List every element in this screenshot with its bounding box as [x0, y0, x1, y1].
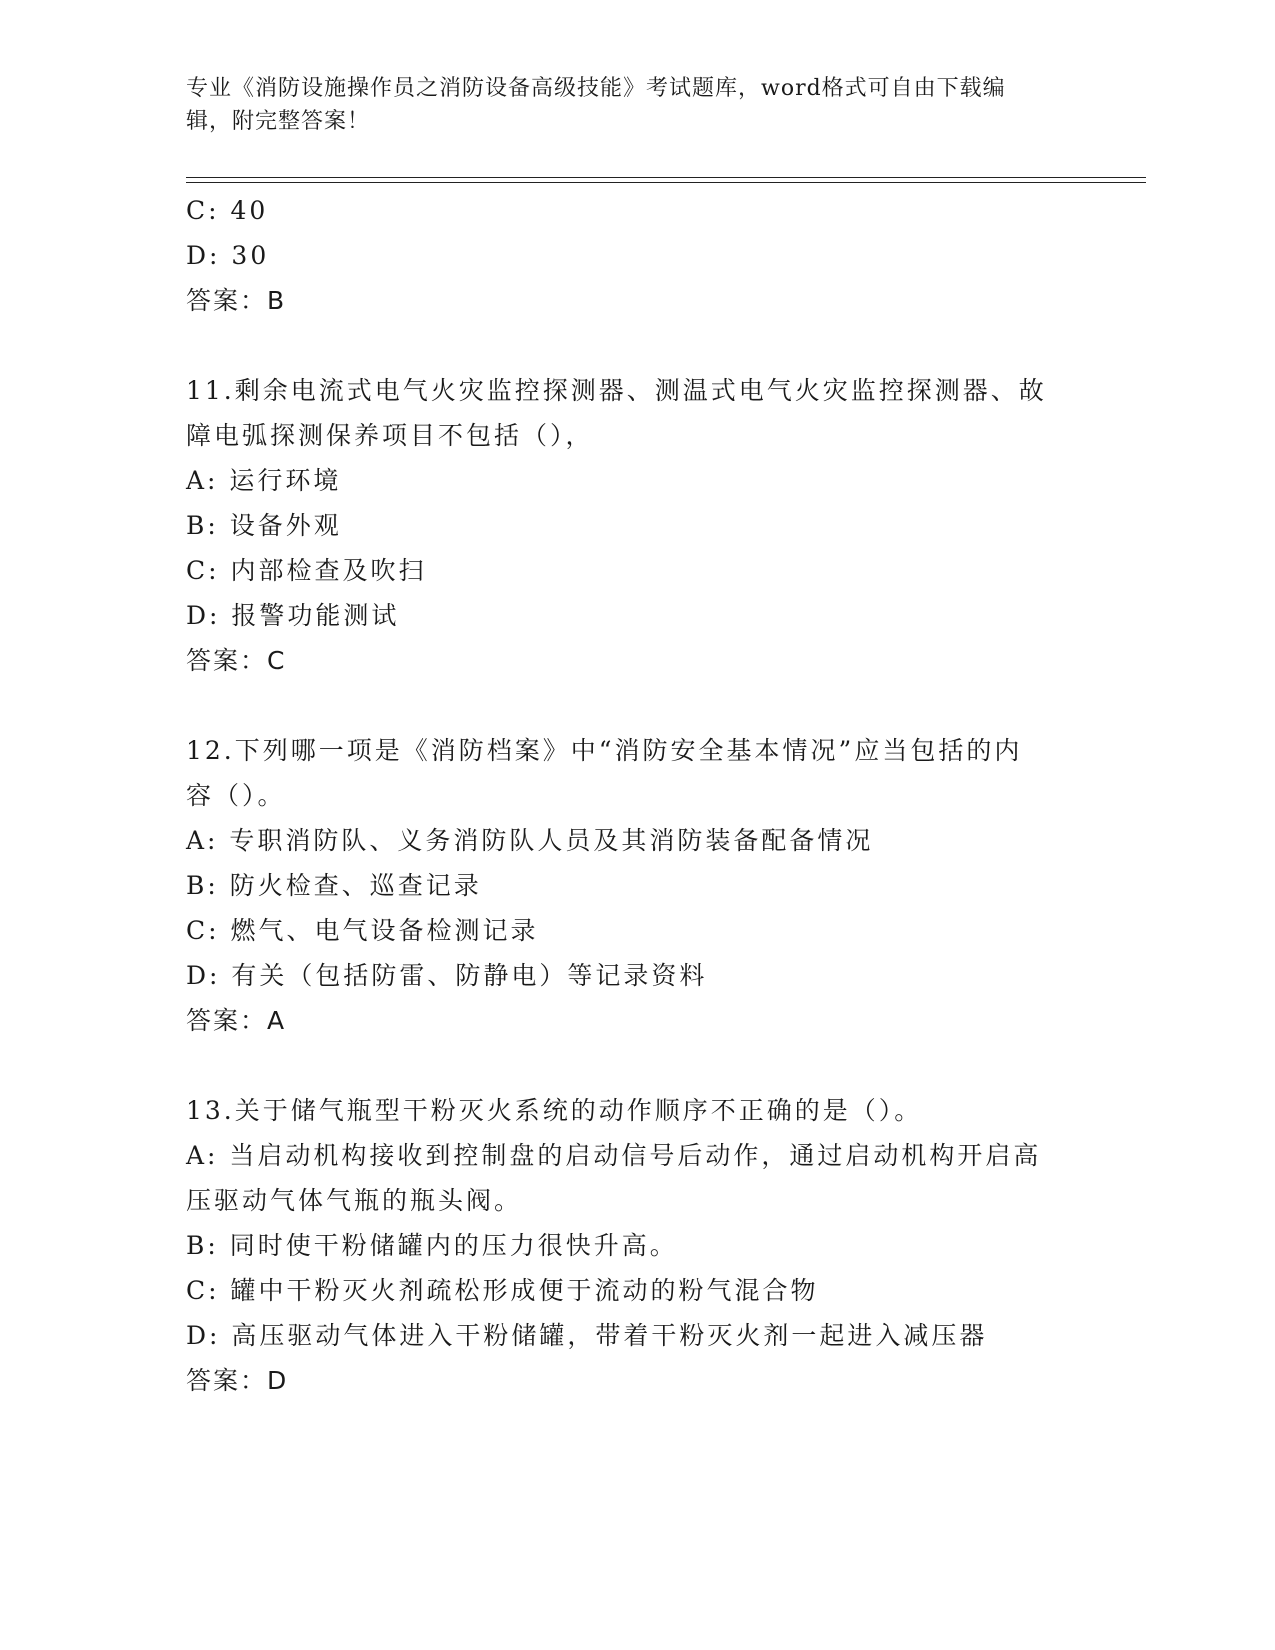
option-d: D: 高压驱动气体进入干粉储罐，带着干粉灭火剂一起进入减压器: [186, 1321, 988, 1350]
option-a-line-1: A: 当启动机构接收到控制盘的启动信号后动作，通过启动机构开启高: [186, 1141, 1042, 1170]
option-d: D: 报警功能测试: [186, 601, 400, 630]
document-body: [186, 188, 1066, 1403]
question-12: [186, 728, 1066, 1043]
option-d: D: 30: [186, 241, 270, 270]
question-text-line-2: 容（）。: [186, 781, 286, 810]
answer: 答案：A: [186, 1006, 287, 1035]
question-text-line-1: 13.关于储气瓶型干粉灭火系统的动作顺序不正确的是（）。: [186, 1096, 923, 1125]
option-a: A: 运行环境: [186, 466, 342, 495]
question-text-line-1: 12.下列哪一项是《消防档案》中“消防安全基本情况”应当包括的内: [186, 736, 1023, 765]
header-rule-top: [186, 177, 1146, 178]
spacer: [186, 683, 1066, 728]
header-line-2: 辑，附完整答案！: [186, 109, 371, 134]
header-rule-bottom: [186, 182, 1146, 183]
spacer: [186, 1043, 1066, 1088]
option-b: B: 设备外观: [186, 511, 342, 540]
option-c: C: 罐中干粉灭火剂疏松形成便于流动的粉气混合物: [186, 1276, 819, 1305]
option-c: C: 内部检查及吹扫: [186, 556, 427, 585]
spacer: [186, 323, 1066, 368]
question-10-tail: [186, 188, 1066, 323]
question-text-line-2: 障电弧探测保养项目不包括（），: [186, 421, 594, 450]
question-text-line-1: 11.剩余电流式电气火灾监控探测器、测温式电气火灾监控探测器、故: [186, 376, 1047, 405]
option-b: B: 防火检查、巡查记录: [186, 871, 482, 900]
option-c: C: 燃气、电气设备检测记录: [186, 916, 539, 945]
option-a-line-2: 压驱动气体气瓶的瓶头阀。: [186, 1186, 523, 1215]
option-b: B: 同时使干粉储罐内的压力很快升高。: [186, 1231, 678, 1260]
question-13: [186, 1088, 1066, 1403]
option-d: D: 有关（包括防雷、防静电）等记录资料: [186, 961, 708, 990]
option-a: A: 专职消防队、义务消防队人员及其消防装备配备情况: [186, 826, 874, 855]
answer: 答案：B: [186, 286, 287, 315]
header-line-1: 专业《消防设施操作员之消防设备高级技能》考试题库，word格式可自由下载编: [186, 76, 1006, 101]
question-11: [186, 368, 1066, 683]
answer: 答案：C: [186, 646, 287, 675]
answer: 答案：D: [186, 1366, 289, 1395]
option-c: C: 40: [186, 196, 269, 225]
page-header: [186, 72, 1066, 138]
